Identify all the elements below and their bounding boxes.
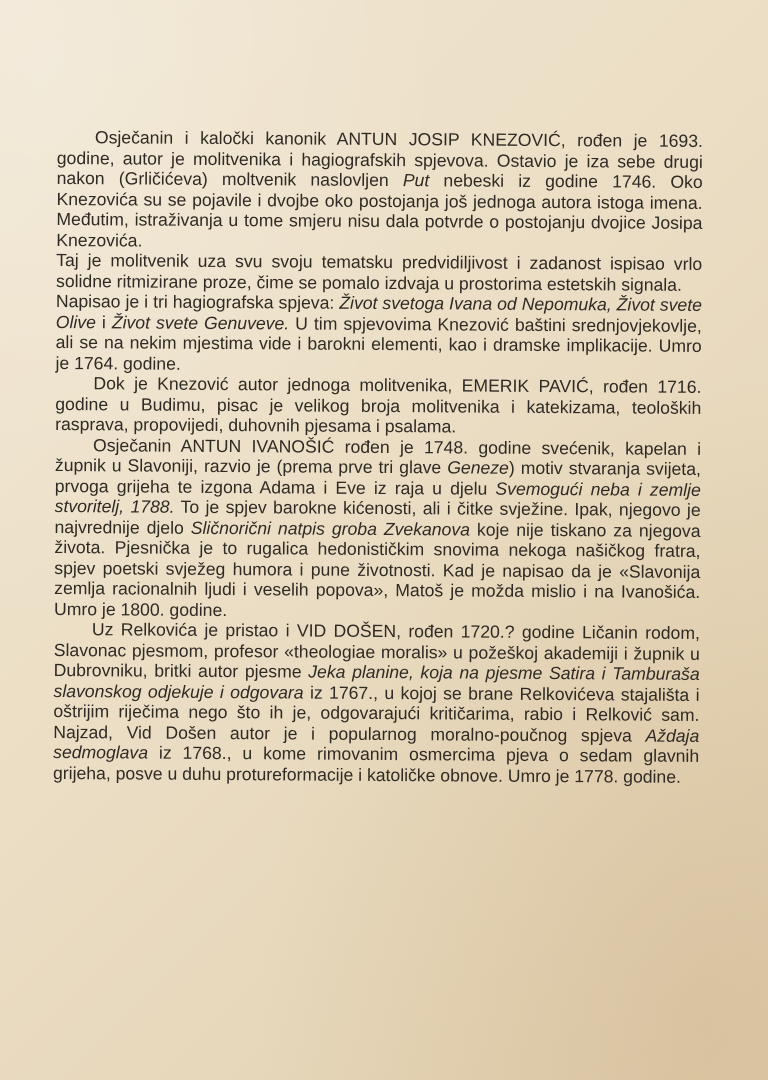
text-run: nebeski iz godine 1746. Oko Knezovića su se pojavile i dvojbe oko postojanja još jednoga autora istoga imena. Međutim, istraživanja u tome smjeru nisu dala potvrde o postojanju dvojice Josipa Knezovića. bbox=[56, 170, 703, 251]
paragraph bbox=[54, 434, 701, 622]
text-run: Taj je molitvenik uza svu svoju tematsku predvidiljivost i zadanost ispisao vrlo solidne ritmizirane proze, čime se pomalo izdvaja u prostorima estetskih signala. bbox=[56, 249, 703, 295]
text-run: U tim spjevovima Knezović baštini srednjovjekovlje, ali se na nekim mjestima vide i barokni elementi, kao i dramske implikacije. Umro je 1764. godine. bbox=[55, 312, 702, 374]
text-run: ) motiv stvaranja svijeta, prvoga grijeha te izgona Adama i Eve iz raja u djelu bbox=[54, 457, 701, 499]
italic-title: Put bbox=[402, 170, 430, 191]
italic-title: Svemogući neba i zemlje stvoritelj, 1788. bbox=[54, 478, 701, 517]
italic-title: Život svete Genuveve. bbox=[111, 311, 290, 333]
text-run: koje nije tiskano za njegova života. Pjesnička je to rugalica hedonističkim snovima nekoga našičkog fratra, spjev poetski svježeg humora i pune životnosti. Kad je napisao da je «Slavonija zemlja racionalnih ljudi i veselih popova», Matoš je možda mislio i na Ivanošića. Umro je 1800. godine. bbox=[53, 519, 701, 620]
text-run: iz 1767., u kojoj se brane Relkovićeva stajališta i oštrijim riječima nego što ih je, odgovarajući kritičarima, rabio i Relković sam. Najzad, Vid Došen autor je i popularnog moralno-poučnog spjeva bbox=[53, 682, 700, 746]
text-run: Osječanin i kaločki kanonik ANTUN JOSIP KNEZOVIĆ, rođen je 1693. godine, autor je molitvenika i hagiografskih spjevova. Ostavio je iza sebe drugi nakon (Grličićeva) moltvenik naslovljen bbox=[56, 127, 703, 191]
paragraph bbox=[53, 619, 700, 787]
italic-title: Sličnorični natpis groba Zvekanova bbox=[190, 517, 471, 540]
italic-title: Život svetoga Ivana od Nepomuka, Život svete Olive bbox=[55, 292, 702, 332]
paragraph bbox=[56, 250, 702, 295]
paragraph bbox=[56, 127, 703, 254]
italic-title: Geneze bbox=[447, 457, 509, 478]
text-run: Dok je Knezović autor jednoga molitvenika, EMERIK PAVIĆ, rođen 1716. godine u Budimu, pisac je velikog broja molitvenika i katekizama, teoloških rasprava, propovijedi, duhovnih pjesama i psalama. bbox=[55, 373, 702, 437]
paragraph bbox=[55, 373, 701, 438]
text-run: Osječanin ANTUN IVANOŠIĆ rođen je 1748. godine svećenik, kapelan i župnik u Slavoniji, razvio je (prema prve tri glave bbox=[54, 434, 702, 478]
text-run: To je spjev barokne kićenosti, ali i čitke svježine. Ipak, njegovo je najvrednije djelo bbox=[54, 496, 701, 538]
text-run: Napisao je i tri hagiografska spjeva: bbox=[55, 290, 340, 313]
text-run: Uz Relkovića je pristao i VID DOŠEN, rođen 1720.? godine Ličanin rodom, Slavonac pjesmom, profesor «theologiae moralis» u požeškoj akademiji i župnik u Dubrovniku, britki autor pjesme bbox=[53, 619, 700, 682]
paragraph bbox=[55, 291, 701, 377]
italic-title: Aždaja sedmoglava bbox=[53, 725, 700, 763]
text-run: iz 1768., u kome rimovanim osmercima pjeva o sedam glavnih grijeha, posve u duhu protureformacije i katoličke obnove. Umro je 1778. godine. bbox=[52, 742, 700, 787]
text-run: i bbox=[95, 311, 112, 332]
italic-title: Jeka planine, koja na pjesme Satira i Tamburaša slavonskog odjekuje i odgovara bbox=[53, 661, 700, 703]
body-text bbox=[53, 127, 703, 787]
